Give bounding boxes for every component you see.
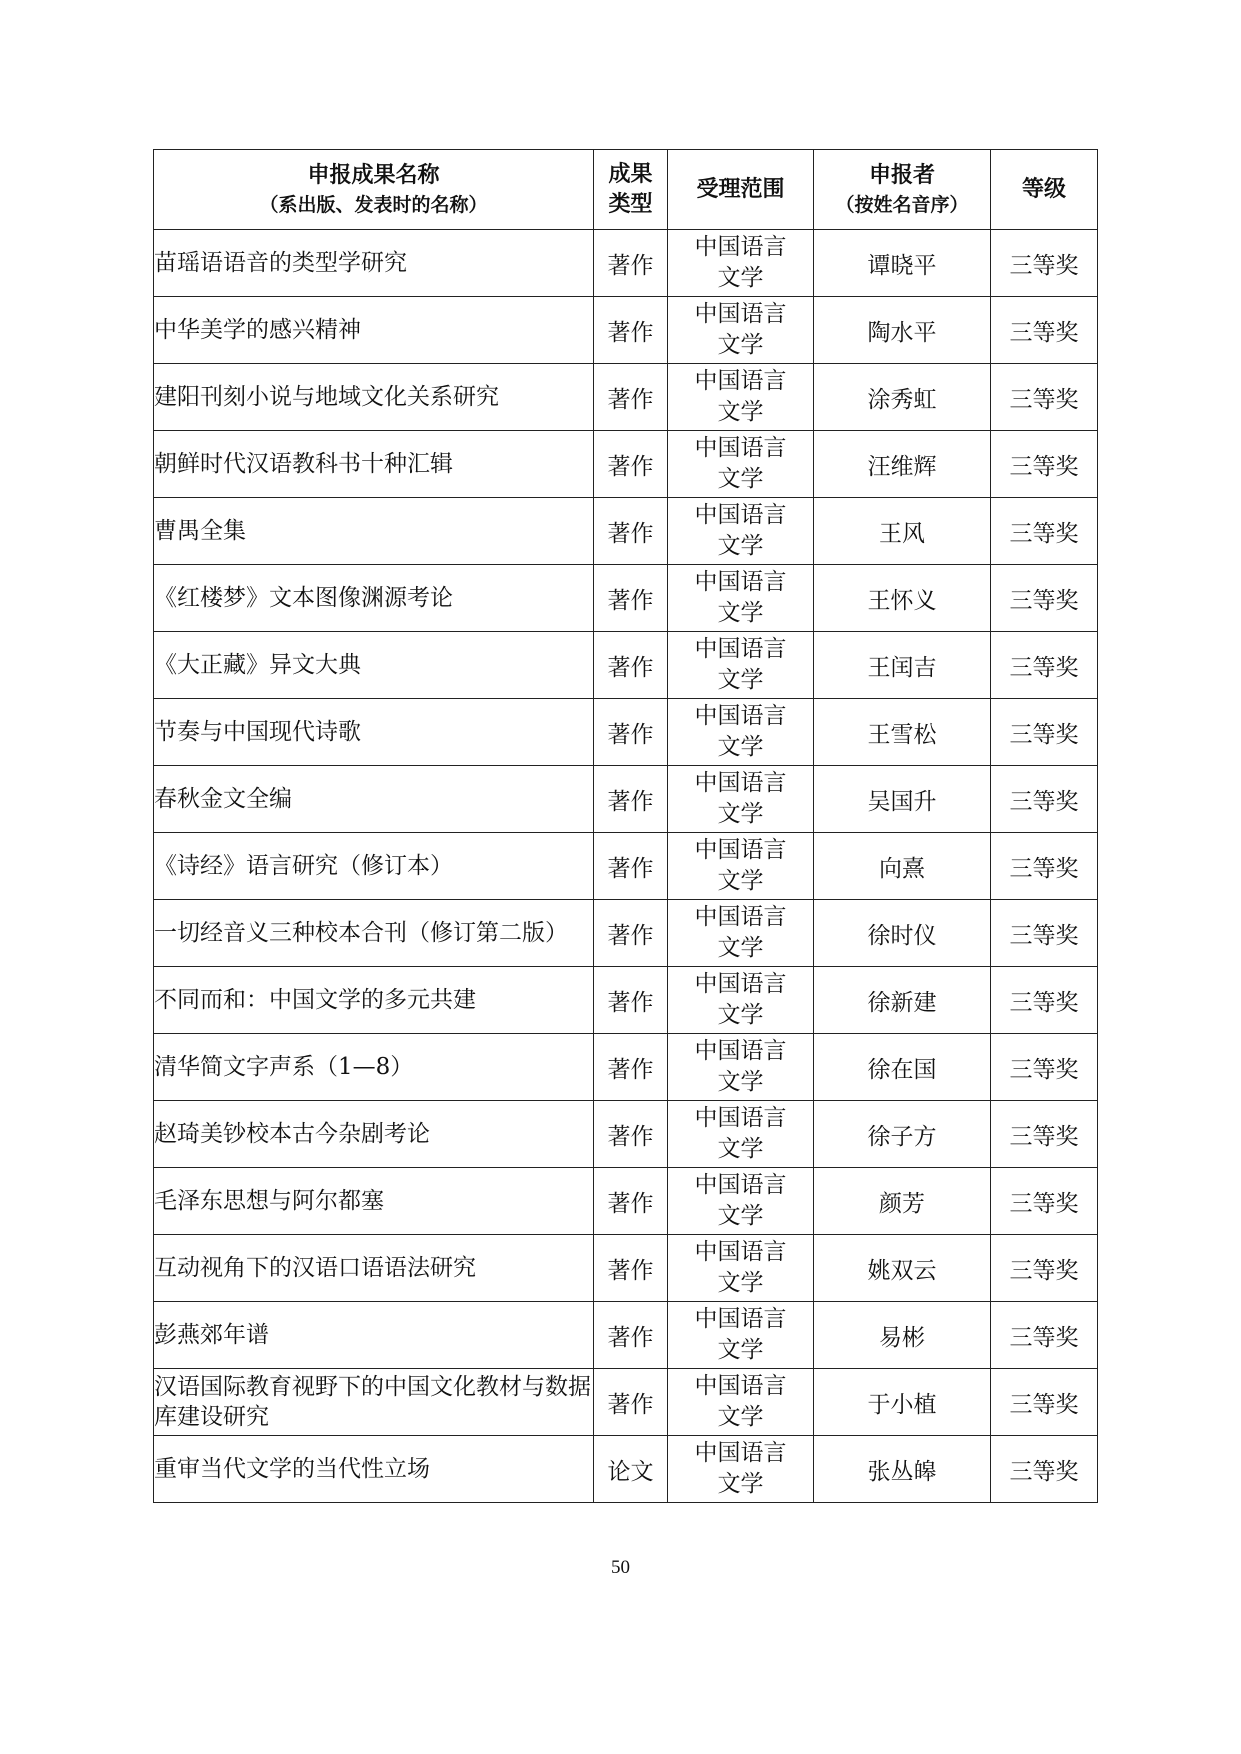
cell-title: 春秋金文全编 (154, 766, 594, 833)
cell-type: 著作 (594, 766, 668, 833)
table-row (154, 833, 1098, 900)
cell-author: 王怀义 (814, 565, 991, 632)
cell-level: 三等奖 (991, 1369, 1098, 1436)
table-body (154, 230, 1098, 1503)
cell-scope (668, 1168, 814, 1235)
cell-type: 著作 (594, 1369, 668, 1436)
cell-scope (668, 1369, 814, 1436)
cell-type: 著作 (594, 230, 668, 297)
cell-scope (668, 699, 814, 766)
table-row (154, 1034, 1098, 1101)
cell-title: 互动视角下的汉语口语语法研究 (154, 1235, 594, 1302)
cell-level: 三等奖 (991, 498, 1098, 565)
cell-scope-text: 中国语言文学 (694, 234, 787, 291)
cell-scope-text: 中国语言文学 (694, 770, 787, 827)
cell-scope-text: 中国语言文学 (694, 1306, 787, 1363)
cell-type: 著作 (594, 1101, 668, 1168)
table-header-row (154, 150, 1098, 230)
cell-title: 赵琦美钞校本古今杂剧考论 (154, 1101, 594, 1168)
cell-author: 于小植 (814, 1369, 991, 1436)
cell-scope (668, 431, 814, 498)
cell-author: 向熹 (814, 833, 991, 900)
cell-level: 三等奖 (991, 230, 1098, 297)
cell-title: 重审当代文学的当代性立场 (154, 1436, 594, 1503)
table-row (154, 364, 1098, 431)
cell-title: 《大正藏》异文大典 (154, 632, 594, 699)
cell-scope-text: 中国语言文学 (694, 837, 787, 894)
table-row (154, 1168, 1098, 1235)
header-author-note: （按姓名音序） (835, 193, 969, 216)
cell-author: 王雪松 (814, 699, 991, 766)
cell-type: 著作 (594, 632, 668, 699)
cell-level: 三等奖 (991, 1436, 1098, 1503)
cell-scope-text: 中国语言文学 (694, 904, 787, 961)
cell-type: 著作 (594, 699, 668, 766)
cell-scope (668, 498, 814, 565)
cell-level: 三等奖 (991, 766, 1098, 833)
cell-level: 三等奖 (991, 967, 1098, 1034)
table-row (154, 297, 1098, 364)
header-title-note: （系出版、发表时的名称） (259, 193, 488, 216)
cell-type: 著作 (594, 1235, 668, 1302)
cell-type: 著作 (594, 498, 668, 565)
cell-level: 三等奖 (991, 1034, 1098, 1101)
cell-scope-text: 中国语言文学 (694, 636, 787, 693)
cell-type: 著作 (594, 431, 668, 498)
table-row (154, 1436, 1098, 1503)
cell-level: 三等奖 (991, 699, 1098, 766)
cell-scope-text: 中国语言文学 (694, 435, 787, 492)
table-row (154, 230, 1098, 297)
header-type (594, 150, 668, 230)
cell-scope-text: 中国语言文学 (694, 1239, 787, 1296)
table-row (154, 632, 1098, 699)
table-row (154, 431, 1098, 498)
cell-author: 易彬 (814, 1302, 991, 1369)
header-title-label: 申报成果名称 (307, 162, 440, 188)
cell-scope (668, 297, 814, 364)
table-row (154, 1235, 1098, 1302)
cell-scope-text: 中国语言文学 (694, 971, 787, 1028)
cell-type: 著作 (594, 565, 668, 632)
cell-title: 朝鲜时代汉语教科书十种汇辑 (154, 431, 594, 498)
cell-title: 一切经音义三种校本合刊（修订第二版） (154, 900, 594, 967)
cell-author: 颜芳 (814, 1168, 991, 1235)
cell-type: 著作 (594, 364, 668, 431)
cell-title: 《红楼梦》文本图像渊源考论 (154, 565, 594, 632)
cell-scope (668, 565, 814, 632)
table-row (154, 967, 1098, 1034)
table-row (154, 900, 1098, 967)
table-row (154, 766, 1098, 833)
cell-author: 徐新建 (814, 967, 991, 1034)
header-author (814, 150, 991, 230)
table-row (154, 498, 1098, 565)
cell-scope-text: 中国语言文学 (694, 1172, 787, 1229)
cell-scope (668, 1302, 814, 1369)
cell-scope-text: 中国语言文学 (694, 368, 787, 425)
cell-title: 清华简文字声系（1—8） (154, 1034, 594, 1101)
cell-title: 《诗经》语言研究（修订本） (154, 833, 594, 900)
cell-author: 吴国升 (814, 766, 991, 833)
cell-author: 王风 (814, 498, 991, 565)
cell-level: 三等奖 (991, 1168, 1098, 1235)
cell-author: 徐子方 (814, 1101, 991, 1168)
cell-type: 著作 (594, 1302, 668, 1369)
page-number: 50 (611, 1557, 630, 1578)
cell-scope (668, 364, 814, 431)
cell-scope-text: 中国语言文学 (694, 1373, 787, 1430)
cell-author: 涂秀虹 (814, 364, 991, 431)
header-scope: 受理范围 (668, 150, 814, 230)
cell-scope (668, 833, 814, 900)
cell-scope-text: 中国语言文学 (694, 703, 787, 760)
cell-title: 彭燕郊年谱 (154, 1302, 594, 1369)
cell-title: 毛泽东思想与阿尔都塞 (154, 1168, 594, 1235)
cell-level: 三等奖 (991, 1302, 1098, 1369)
cell-scope (668, 1101, 814, 1168)
cell-author: 汪维辉 (814, 431, 991, 498)
cell-author: 徐在国 (814, 1034, 991, 1101)
header-type-label: 成果类型 (608, 161, 653, 217)
cell-level: 三等奖 (991, 833, 1098, 900)
cell-author: 张丛皞 (814, 1436, 991, 1503)
cell-level: 三等奖 (991, 632, 1098, 699)
cell-scope-text: 中国语言文学 (694, 569, 787, 626)
cell-author: 姚双云 (814, 1235, 991, 1302)
cell-author: 陶水平 (814, 297, 991, 364)
cell-type: 论文 (594, 1436, 668, 1503)
header-title (154, 150, 594, 230)
cell-title: 曹禺全集 (154, 498, 594, 565)
cell-level: 三等奖 (991, 900, 1098, 967)
cell-scope (668, 230, 814, 297)
cell-scope (668, 1436, 814, 1503)
cell-level: 三等奖 (991, 1101, 1098, 1168)
cell-level: 三等奖 (991, 1235, 1098, 1302)
cell-scope-text: 中国语言文学 (694, 301, 787, 358)
cell-scope-text: 中国语言文学 (694, 1105, 787, 1162)
cell-type: 著作 (594, 833, 668, 900)
cell-scope (668, 766, 814, 833)
cell-title: 建阳刊刻小说与地域文化关系研究 (154, 364, 594, 431)
table-row (154, 699, 1098, 766)
cell-level: 三等奖 (991, 431, 1098, 498)
cell-author: 谭晓平 (814, 230, 991, 297)
cell-level: 三等奖 (991, 297, 1098, 364)
cell-type: 著作 (594, 1168, 668, 1235)
cell-author: 王闰吉 (814, 632, 991, 699)
cell-scope (668, 632, 814, 699)
cell-title: 汉语国际教育视野下的中国文化教材与数据库建设研究 (154, 1369, 594, 1436)
table-row (154, 1369, 1098, 1436)
cell-scope-text: 中国语言文学 (694, 1440, 787, 1497)
cell-title: 不同而和：中国文学的多元共建 (154, 967, 594, 1034)
cell-level: 三等奖 (991, 364, 1098, 431)
table-row (154, 565, 1098, 632)
cell-title: 中华美学的感兴精神 (154, 297, 594, 364)
cell-title: 节奏与中国现代诗歌 (154, 699, 594, 766)
header-level: 等级 (991, 150, 1098, 230)
cell-title: 苗瑶语语音的类型学研究 (154, 230, 594, 297)
cell-scope-text: 中国语言文学 (694, 1038, 787, 1095)
table-row (154, 1101, 1098, 1168)
cell-type: 著作 (594, 967, 668, 1034)
cell-type: 著作 (594, 1034, 668, 1101)
cell-type: 著作 (594, 900, 668, 967)
cell-scope (668, 1235, 814, 1302)
header-author-label: 申报者 (868, 162, 935, 188)
cell-scope-text: 中国语言文学 (694, 502, 787, 559)
cell-scope (668, 967, 814, 1034)
cell-scope (668, 1034, 814, 1101)
cell-level: 三等奖 (991, 565, 1098, 632)
cell-type: 著作 (594, 297, 668, 364)
awards-table (153, 149, 1098, 1503)
table-row (154, 1302, 1098, 1369)
cell-scope (668, 900, 814, 967)
cell-author: 徐时仪 (814, 900, 991, 967)
